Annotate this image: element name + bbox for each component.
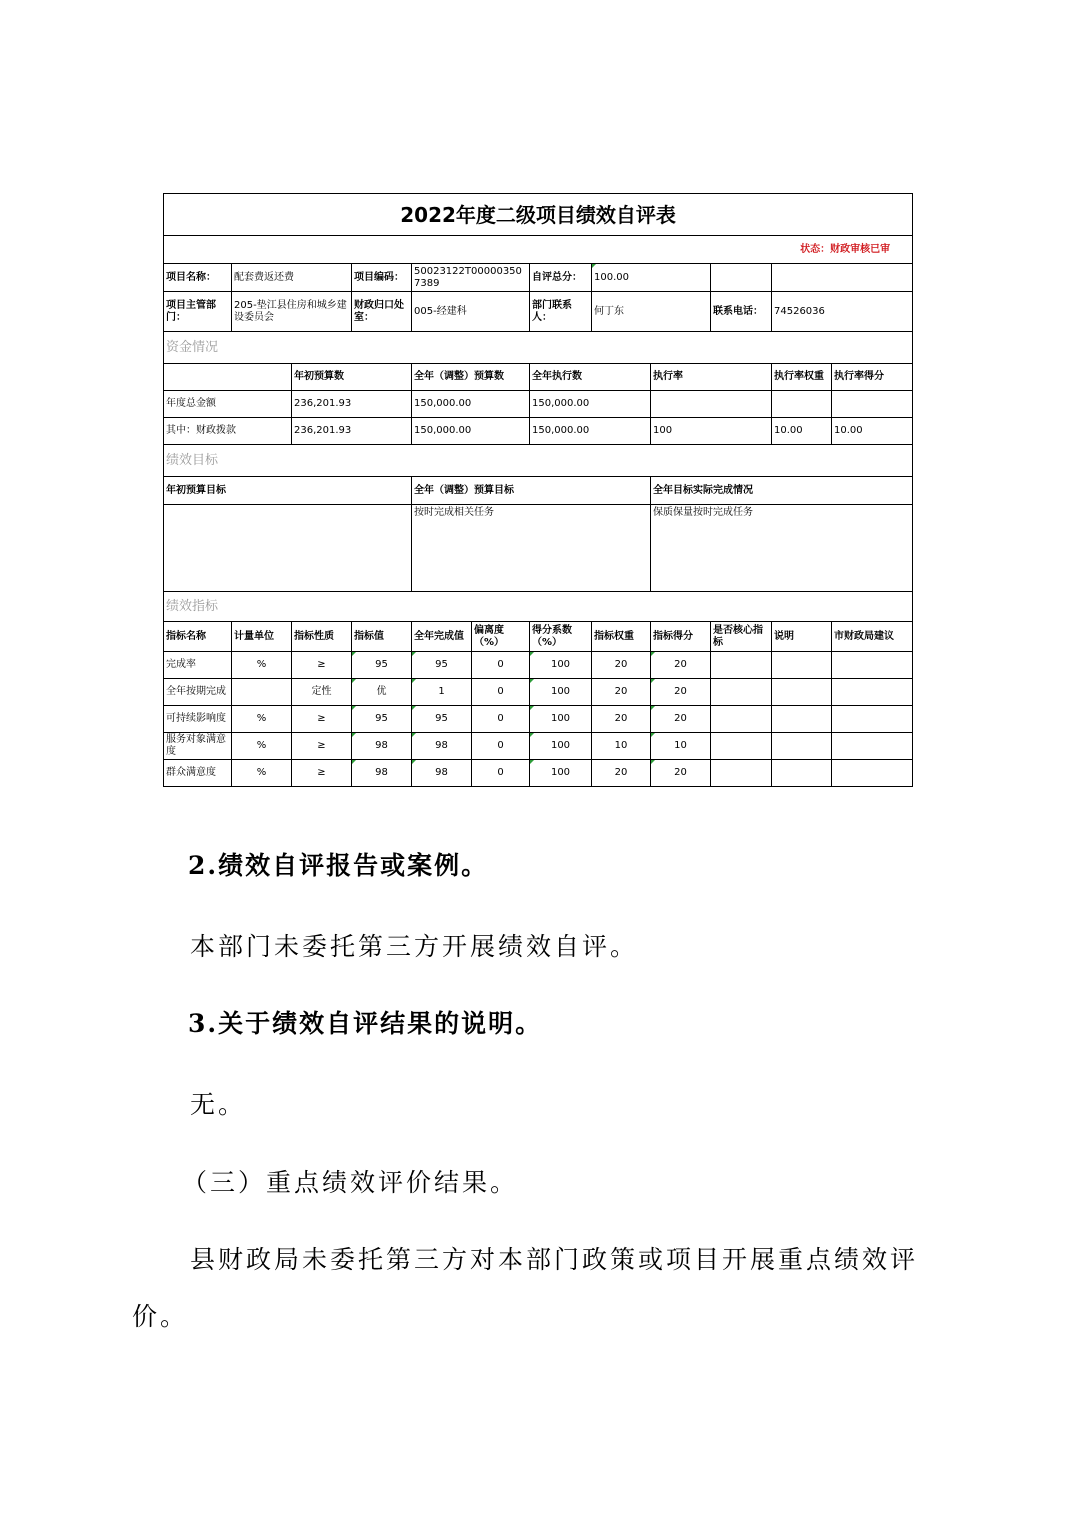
- paragraph-no-third-party: 本部门未委托第三方开展绩效自评。: [190, 932, 639, 961]
- funds-cell: [651, 391, 772, 418]
- score-label: 自评总分：: [530, 264, 592, 292]
- finance-office-label: 财政归口处室：: [352, 292, 412, 332]
- funds-section-title: 资金情况: [164, 332, 913, 364]
- indicator-cell: 100: [530, 679, 592, 706]
- indicator-row: [164, 760, 913, 787]
- indicator-cell: [772, 706, 832, 733]
- indicator-cell: 100: [530, 706, 592, 733]
- project-code-label: 项目编码：: [352, 264, 412, 292]
- indicator-cell: 98: [412, 733, 472, 760]
- indicator-cell: 95: [352, 652, 412, 679]
- funds-header: 全年（调整）预算数: [412, 364, 530, 391]
- phone-value: 74526036: [772, 292, 913, 332]
- indicator-cell: ≥: [292, 760, 352, 787]
- indicators-section-title: 绩效指标: [164, 592, 913, 622]
- paragraph-none: 无。: [190, 1090, 247, 1119]
- indicator-cell: [772, 652, 832, 679]
- indicator-cell: [832, 760, 913, 787]
- score-value: 100.00: [592, 264, 711, 292]
- indicator-cell: 优: [352, 679, 412, 706]
- indicator-header: 市财政局建议: [832, 622, 913, 652]
- indicator-cell: [832, 733, 913, 760]
- indicator-cell: [711, 652, 772, 679]
- indicator-header: 是否核心指标: [711, 622, 772, 652]
- indicator-cell: 98: [352, 733, 412, 760]
- indicator-cell: %: [232, 760, 292, 787]
- indicator-cell: [711, 760, 772, 787]
- indicator-cell: [711, 733, 772, 760]
- indicator-header: 指标性质: [292, 622, 352, 652]
- funds-header: 执行率得分: [832, 364, 913, 391]
- paragraph-key-evaluation-line1: 县财政局未委托第三方对本部门政策或项目开展重点绩效评: [190, 1245, 919, 1274]
- contact-value: 何丁东: [592, 292, 711, 332]
- empty-cell: [711, 264, 772, 292]
- indicator-cell: [711, 679, 772, 706]
- goals-section-title: 绩效目标: [164, 445, 913, 477]
- contact-label: 部门联系人：: [530, 292, 592, 332]
- funds-cell: 150,000.00: [530, 418, 651, 445]
- indicator-cell: 95: [412, 706, 472, 733]
- funds-cell: 150,000.00: [412, 418, 530, 445]
- indicator-cell: 0: [472, 733, 530, 760]
- funds-cell: 236,201.93: [292, 391, 412, 418]
- indicator-header: 计量单位: [232, 622, 292, 652]
- goal-header-adjusted: 全年（调整）预算目标: [412, 477, 651, 505]
- indicator-cell: 20: [651, 760, 711, 787]
- indicator-cell: 0: [472, 652, 530, 679]
- indicator-cell: ≥: [292, 706, 352, 733]
- funds-header: 执行率: [651, 364, 772, 391]
- heading-result-explanation: 3.关于绩效自评结果的说明。: [188, 1009, 543, 1038]
- indicator-header: 指标值: [352, 622, 412, 652]
- heading-key-evaluation: （三）重点绩效评价结果。: [182, 1168, 519, 1197]
- indicator-header: 指标得分: [651, 622, 711, 652]
- indicator-cell: 1: [412, 679, 472, 706]
- indicator-cell: 98: [412, 760, 472, 787]
- goal-initial-value: [164, 505, 412, 592]
- indicator-cell: %: [232, 733, 292, 760]
- indicator-cell: %: [232, 652, 292, 679]
- project-name-label: 项目名称：: [164, 264, 232, 292]
- funds-row: [164, 418, 913, 445]
- indicator-cell: %: [232, 706, 292, 733]
- indicator-cell: [832, 706, 913, 733]
- indicator-cell: 20: [592, 760, 651, 787]
- empty-cell: [772, 264, 913, 292]
- funds-cell: 10.00: [832, 418, 913, 445]
- indicator-header: 得分系数（%）: [530, 622, 592, 652]
- performance-evaluation-table: [163, 193, 913, 787]
- funds-header: 执行率权重: [772, 364, 832, 391]
- funds-cell: 150,000.00: [412, 391, 530, 418]
- funds-cell: 100: [651, 418, 772, 445]
- indicator-cell: [711, 706, 772, 733]
- indicator-cell: 10: [651, 733, 711, 760]
- indicator-cell: 98: [352, 760, 412, 787]
- indicator-cell: 100: [530, 760, 592, 787]
- indicator-row: [164, 652, 913, 679]
- indicator-cell: 100: [530, 733, 592, 760]
- funds-header: 全年执行数: [530, 364, 651, 391]
- indicator-cell: 0: [472, 706, 530, 733]
- indicator-cell: [772, 733, 832, 760]
- goal-header-initial: 年初预算目标: [164, 477, 412, 505]
- indicator-cell: 全年按期完成: [164, 679, 232, 706]
- indicator-row: [164, 679, 913, 706]
- heading-self-evaluation-report: 2.绩效自评报告或案例。: [188, 851, 489, 880]
- indicator-cell: 0: [472, 679, 530, 706]
- indicator-row: [164, 706, 913, 733]
- goal-header-completion: 全年目标实际完成情况: [651, 477, 913, 505]
- indicator-header: 说明: [772, 622, 832, 652]
- project-name-value: 配套费返还费: [232, 264, 352, 292]
- phone-label: 联系电话：: [711, 292, 772, 332]
- department-label: 项目主管部门：: [164, 292, 232, 332]
- indicator-header: 指标权重: [592, 622, 651, 652]
- indicator-cell: 群众满意度: [164, 760, 232, 787]
- indicator-cell: [772, 679, 832, 706]
- funds-header: 年初预算数: [292, 364, 412, 391]
- indicator-cell: ≥: [292, 733, 352, 760]
- funds-cell: 236,201.93: [292, 418, 412, 445]
- indicator-cell: 95: [352, 706, 412, 733]
- funds-cell: [772, 391, 832, 418]
- indicator-cell: [772, 760, 832, 787]
- funds-cell: 其中：财政拨款: [164, 418, 292, 445]
- funds-cell: [832, 391, 913, 418]
- funds-cell: 150,000.00: [530, 391, 651, 418]
- paragraph-key-evaluation-line2: 价。: [132, 1302, 189, 1331]
- indicator-cell: 10: [592, 733, 651, 760]
- table-title: 2022年度二级项目绩效自评表: [164, 194, 913, 236]
- indicator-cell: 可持续影响度: [164, 706, 232, 733]
- funds-header: [164, 364, 292, 391]
- indicator-cell: 完成率: [164, 652, 232, 679]
- indicator-cell: 20: [651, 706, 711, 733]
- indicator-header: 偏离度（%）: [472, 622, 530, 652]
- project-code-value: 50023122T000003507389: [412, 264, 530, 292]
- funds-row: [164, 391, 913, 418]
- indicator-row: [164, 733, 913, 760]
- department-value: 205-垫江县住房和城乡建设委员会: [232, 292, 352, 332]
- indicator-cell: [232, 679, 292, 706]
- funds-cell: 10.00: [772, 418, 832, 445]
- indicator-cell: 20: [651, 652, 711, 679]
- indicator-cell: 0: [472, 760, 530, 787]
- indicator-cell: 定性: [292, 679, 352, 706]
- indicator-cell: [832, 679, 913, 706]
- indicator-cell: 20: [651, 679, 711, 706]
- indicator-cell: 95: [412, 652, 472, 679]
- finance-office-value: 005-经建科: [412, 292, 530, 332]
- indicator-header: 指标名称: [164, 622, 232, 652]
- goal-completion-value: 保质保量按时完成任务: [651, 505, 913, 592]
- goal-adjusted-value: 按时完成相关任务: [412, 505, 651, 592]
- indicator-cell: ≥: [292, 652, 352, 679]
- indicator-cell: 20: [592, 679, 651, 706]
- indicator-header: 全年完成值: [412, 622, 472, 652]
- indicator-cell: 20: [592, 706, 651, 733]
- indicator-cell: 服务对象满意度: [164, 733, 232, 760]
- status-label: 状态：财政审核已审: [164, 236, 913, 264]
- indicator-cell: 20: [592, 652, 651, 679]
- indicator-cell: 100: [530, 652, 592, 679]
- funds-cell: 年度总金额: [164, 391, 292, 418]
- indicator-cell: [832, 652, 913, 679]
